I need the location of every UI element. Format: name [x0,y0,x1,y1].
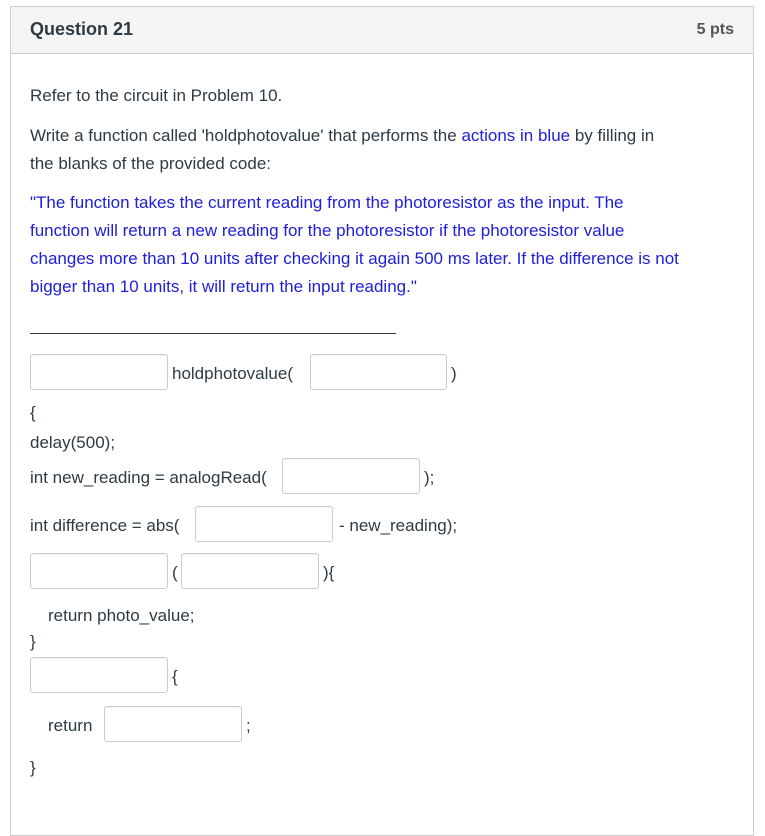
code-else-brace: { [172,667,178,686]
prompt-line-2-before: Write a function called 'holdphotovalue' that performs the [30,126,462,145]
blank-abs-arg[interactable] [195,506,333,542]
quote-line-2: function will return a new reading for the photoresistor if the photoresistor value [30,221,625,240]
code-semicolon: ; [246,716,251,735]
question-points: 5 pts [696,21,734,38]
blank-return-type[interactable] [30,354,168,390]
code-func-name: holdphotovalue( [172,364,293,383]
quote-line-3: changes more than 10 units after checking it again 500 ms later. If the difference is not [30,249,679,268]
code-new-reading-end: ); [424,468,435,487]
code-return-kw: return [48,716,93,735]
blank-return-value[interactable] [104,706,242,742]
blank-else-keyword[interactable] [30,657,168,693]
code-if-end: ){ [323,563,335,582]
code-delay: delay(500); [30,433,116,452]
code-open-brace: { [30,403,36,422]
code-close-brace-1: } [30,632,36,651]
code-close-paren: ) [451,364,457,383]
code-difference-end: - new_reading); [339,516,458,535]
prompt-line-2 [30,122,654,150]
question-title: Question 21 [30,19,134,39]
code-return-photo: return photo_value; [48,606,195,625]
question-header [11,7,753,54]
quote-line-1: "The function takes the current reading from the photoresistor as the input. The [30,193,624,212]
blank-param[interactable] [310,354,447,390]
code-close-brace-2: } [30,758,36,777]
code-if-paren: ( [172,563,178,582]
prompt-line-2-after: by filling in [570,126,655,145]
blank-if-keyword[interactable] [30,553,168,589]
prompt-line-1: Refer to the circuit in Problem 10. [30,86,283,105]
code-difference: int difference = abs( [30,516,180,535]
prompt-blue-phrase: actions in blue [461,126,571,145]
blank-analog-pin[interactable] [282,458,420,494]
code-new-reading: int new_reading = analogRead( [30,468,267,487]
blank-if-condition[interactable] [181,553,319,589]
quote-line-4: bigger than 10 units, it will return the input reading." [30,277,417,296]
divider-line [30,333,396,334]
prompt-line-3: the blanks of the provided code: [30,154,271,173]
